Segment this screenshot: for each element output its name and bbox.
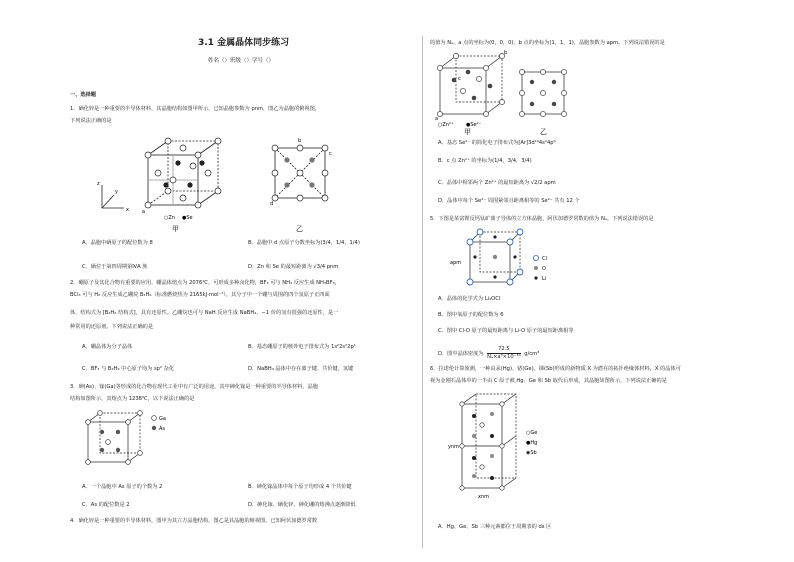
q5-option-d-prefix: D．图中晶体密度为: [438, 351, 484, 357]
q5-atom-o: [493, 255, 497, 259]
q5-dim-label: apm: [450, 260, 462, 266]
q4-caption-jia: 甲: [464, 128, 471, 136]
q3-cell: [88, 413, 140, 462]
q5-legend-cl-dot: [533, 255, 538, 260]
q3-stem-line2: 结构如图所示，其熔点为 1238℃，以下说法正确的是: [70, 396, 195, 402]
q5-density-numerator: 72.5: [487, 346, 520, 354]
q2-stem-line3: 体，结构式为 [B₂H₆ 结构式]，具有还原性。乙硼烷也可与 NaH 反应生成 NaBH₄，−1 价的氢有很强的还原性，是一: [70, 310, 339, 316]
q3-atoms-ga: [86, 411, 143, 465]
axis-z-label: z: [97, 181, 100, 187]
q1-point-a: a: [142, 209, 146, 215]
q4-legend-se: ●Se²⁻: [466, 122, 482, 128]
q5-option-d[interactable]: [438, 346, 539, 361]
q1-option-d[interactable]: D．Zn 和 Se 的最短距离为 √3/4 pnm: [248, 264, 339, 270]
q1-atoms-se: [145, 138, 221, 208]
q2-option-b[interactable]: B．基态硼原子的核外电子排布式为 1s²2s²2p¹: [248, 344, 356, 350]
q6-figure: [448, 390, 578, 502]
axis-y-label: y: [115, 189, 118, 195]
q4-option-a[interactable]: A．基态 Se²⁻ 的简化电子排布式为[Ar]3d¹⁰4s²4p⁶: [438, 140, 556, 146]
q5-density-unit: g/cm³: [524, 351, 540, 357]
q5-option-a[interactable]: A．晶体的化学式为 Li₃OCl: [438, 296, 501, 302]
q3-option-c[interactable]: C．As 的配位数是 2: [82, 502, 130, 508]
q4-point-c: c: [458, 76, 461, 82]
section-heading: 一、选择题: [70, 92, 96, 98]
q1-option-a[interactable]: A．晶胞中硒原子的配位数为 8: [82, 240, 153, 246]
q1-stem-line1: 1．硒化锌是一种重要的半导体材料，其晶胞结构如图甲所示，已知晶胞参数为 pnm，图乙为晶胞的俯视图，: [70, 106, 321, 112]
q6-dim-x: xnm: [478, 494, 489, 500]
page-title: 3.1 金属晶体同步练习: [198, 38, 290, 48]
q5-stem: 5．下图是某富锂反钙钛矿离子导体的立方体晶胞，阿伏加德罗常数的值为 Nₐ。下列说法错误的是: [430, 216, 654, 222]
q6-legend-ge: ○Ge: [526, 430, 538, 436]
q5-option-b[interactable]: B．图中氧原子的配位数为 6: [438, 312, 504, 318]
q1-figure: [90, 133, 390, 233]
q3-legend-ga-dot: [152, 416, 157, 421]
column-divider: [422, 36, 423, 548]
q2-option-a[interactable]: A．硼晶体为分子晶体: [82, 344, 133, 350]
axis-x-label: x: [126, 207, 129, 213]
q4-figure: [434, 50, 614, 134]
q1-legend-se: ●Se: [182, 215, 193, 221]
q5-legend-o-dot: [534, 266, 538, 270]
q6-legend-hg: ●Hg: [526, 440, 538, 446]
q5-density-fraction: [487, 346, 520, 361]
q3-legend-ga: Ga: [159, 416, 166, 422]
q2-stem-line1: 2．硼原子及其化合物有重要的应用，硼晶体熔点为 2076℃，可形成多种卤化物，BF₃ 可与 NH₃ 反应生成 NH₃BF₃，: [70, 280, 340, 286]
q5-legend-o: O: [542, 266, 546, 272]
q1-point-c: c: [329, 151, 332, 157]
q6-legend-sb: ◉Sb: [526, 450, 537, 456]
q1-caption-jia: 甲: [172, 225, 179, 233]
q5-legend-cl: Cl: [542, 256, 547, 262]
q6-dim-y: ynm: [448, 444, 459, 450]
q4-stem-line2: 的值为 Nₐ，a 点的坐标为(0，0，0)，b 点的坐标为(1，1，1)，晶胞参数为 apm。下列说法错误的是: [430, 40, 665, 46]
q4-option-d[interactable]: D．晶体中每个 Se²⁻ 周围紧邻且距离相等的 Se²⁻ 共有 12 个: [438, 198, 580, 204]
q3-legend-as-dot: [152, 426, 156, 430]
q1-caption-yi: 乙: [296, 225, 303, 233]
q4-stem-line1: 4．硒化锌是一种重要的半导体材料，图甲为其立方晶胞结构，图乙是其晶胞的俯视图。已知阿伏加德罗常数: [70, 518, 318, 524]
q1-stem-line2: 下列说法正确的是: [70, 118, 112, 124]
q3-option-b[interactable]: B．砷化镓晶体中每个原子均形成 4 个共价键: [248, 484, 352, 490]
q3-legend-as: As: [159, 426, 166, 432]
q6-cell: [462, 394, 516, 488]
q3-option-d[interactable]: D．砷化镓、硒化锌、砷化硼的熔沸点逐渐降低: [248, 502, 356, 508]
q5-legend-li-dot: [534, 276, 537, 279]
q4-atoms-se: [437, 53, 504, 116]
right-column: [430, 0, 770, 562]
q1-option-c[interactable]: C．硒位于第四周期第ⅣA 族: [82, 264, 148, 270]
left-column: [70, 0, 418, 562]
q2-stem-line2: BCl₃ 可与 H₂ 反应生成乙硼烷 B₂H₆（标准燃烧热为 2165kJ·mol⁻¹），其分子中一个硼与周围的四个氢原子正四面: [70, 292, 330, 298]
q4-caption-yi: 乙: [540, 128, 547, 136]
q4-option-b[interactable]: B．c 点 Zn²⁺ 的坐标为(1/4，3/4，3/4): [438, 158, 532, 164]
q4-cell-jia: [440, 56, 502, 114]
q4-yi-atoms: [519, 69, 566, 116]
q2-option-d[interactable]: D．NaBH₄ 晶体中存在离子键、共价键、氢键: [248, 366, 354, 372]
q2-option-c[interactable]: C．BF₃ 与 B₂H₆ 中心原子均为 sp² 杂化: [82, 366, 175, 372]
q5-option-c[interactable]: C．图中 Cl-O 原子的最短距离与 Li-O 原子的最短距离相等: [438, 328, 574, 334]
q4-option-c[interactable]: C．晶体中相邻两个 Zn²⁺ 的最短距离为 √2/2 apm: [438, 180, 556, 186]
q1-axes: [102, 185, 124, 208]
q3-figure: [84, 410, 204, 472]
q4-legend-zn: ○Zn²⁺: [438, 122, 454, 128]
q2-stem-line4: 种常用的还原剂。下列说法正确的是: [70, 324, 154, 330]
q6-stem-line2: 视为金刚石晶体中的一半由 C 原子被 Hg、Ge 和 Sb 取代后形成，其晶胞如图所示，下列说法正确的是: [430, 378, 667, 384]
q4-point-a: a: [435, 116, 439, 122]
q6-stem-line1: 6．拉诺伦计算预测，一种由汞(Hg)、锗(Ge)、锑(Sb)形成的新物质 X 为潜在的拓扑绝缘体材料，X 的晶体可: [430, 366, 681, 372]
q5-density-denominator: Nₐ×a³×10⁻³⁰: [487, 354, 521, 360]
student-info: 姓名（）班级（）学号（）: [208, 58, 275, 64]
q1-point-b: b: [298, 138, 302, 144]
q6-option-a[interactable]: A．Hg、Ge、Sb 三种元素都位于周期表的 ds 区: [438, 524, 552, 530]
q1-legend-zn: ○Zn: [164, 215, 175, 221]
q1-point-d: d: [270, 201, 274, 207]
q5-figure: [450, 228, 590, 288]
q5-legend-li: Li: [542, 276, 547, 282]
q3-option-a[interactable]: A．一个晶胞中 As 原子的个数为 2: [82, 484, 163, 490]
q3-stem-line1: 3．砷(As)、镓(Ga)等形成的化合物在现代工业中有广泛的用途，其中砷化镓是一种重要的半导体材料，晶胞: [70, 384, 318, 390]
q1-atoms-zn: [163, 160, 204, 187]
q4-point-b: b: [504, 50, 508, 56]
q1-option-b[interactable]: B．晶胞中 d 点原子分数坐标为(3/4，1/4，1/4): [248, 240, 360, 246]
